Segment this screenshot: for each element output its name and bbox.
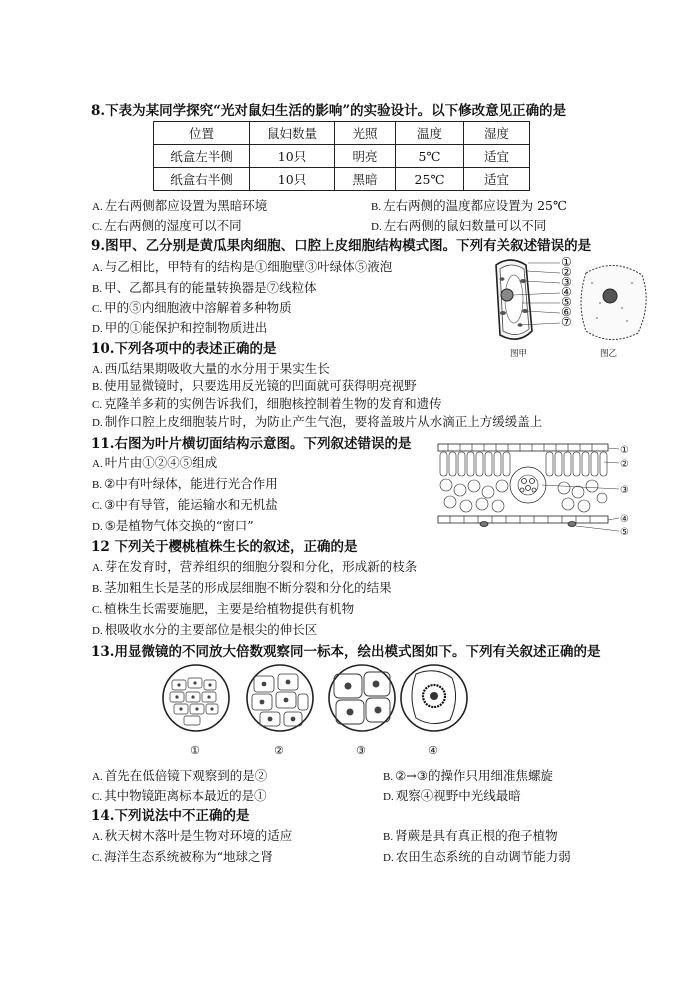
option-key: B. [92,479,103,491]
option-text: 植株生长需要施肥，主要是给植物提供有机物 [104,601,355,616]
cell-label-2: ② [561,265,572,279]
microscope-view-2 [247,665,313,731]
option-text: 甲的①能保护和控制物质进出 [104,320,268,335]
option-key: A. [92,458,103,470]
option-text: 制作口腔上皮细胞装片时，为防止产生气泡，要将盖玻片从水滴正上方缓缓盖上 [104,414,543,429]
option-key: B. [383,771,394,783]
microscope-view-4 [401,665,467,731]
table-header-cell: 湿度 [464,122,530,145]
table-cell: 5℃ [396,145,464,168]
option-text: ②→③的操作只用细准焦螺旋 [395,768,553,783]
question-13-stem: 13.用显微镜的不同放大倍数观察同一标本，绘出模式图如下。下列有关叙述正确的是 [91,644,601,660]
cell-label-1: ① [561,255,572,269]
option-10c [92,394,442,412]
option-9c [92,298,292,316]
option-key: D. [92,323,103,335]
option-8c [92,216,242,234]
option-text: ③中有导管，能运输水和无机盐 [104,497,278,512]
option-text: 农田生态系统的自动调节能力弱 [395,849,571,864]
view-label-1: ① [190,744,200,757]
option-11d [92,516,254,534]
view-label-4: ④ [428,744,438,757]
table-cell: 黑暗 [335,168,396,191]
animal-cell-diagram [581,265,646,339]
option-key: C. [92,399,103,411]
table-row [154,145,530,168]
option-text: 与乙相比，甲特有的结构是①细胞壁③叶绿体⑤液泡 [104,259,393,274]
option-14d [383,847,571,865]
table-cell: 适宜 [464,168,530,191]
cell-label-7: ⑦ [561,315,572,329]
leaf-label-3: ③ [620,485,629,496]
option-key: B. [92,583,103,595]
option-key: C. [92,500,103,512]
option-9a [92,257,392,275]
cell-label-6: ⑥ [561,305,572,319]
option-text: 首先在低倍镜下观察到的是② [104,768,268,783]
option-key: C. [92,852,103,864]
question-14-stem: 14.下列说法中不正确的是 [91,808,250,824]
question-12-stem: 12 下列关于樱桃植株生长的叙述，正确的是 [91,539,358,555]
table-header-cell: 鼠妇数量 [250,122,335,145]
option-key: B. [371,201,382,213]
option-text: 秋天树木落叶是生物对环境的适应 [104,828,293,843]
microscope-view-3 [329,665,395,731]
option-14c [92,847,273,865]
option-key: D. [383,791,394,803]
microscope-view-1 [163,665,229,731]
option-key: B. [92,381,103,393]
option-9b [92,278,317,296]
option-text: ②中有叶绿体，能进行光合作用 [104,476,278,491]
option-text: 茎加粗生长是茎的形成层细胞不断分裂和分化的结果 [104,580,392,595]
option-text: 左右两侧的鼠妇数量可以不同 [383,218,547,233]
option-8d [371,216,546,234]
table-cell: 10只 [250,168,335,191]
leaf-label-1: ① [620,445,629,456]
table-cell: 纸盒右半侧 [154,168,250,191]
option-key: D. [92,417,103,429]
leaf-label-2: ② [620,459,629,470]
option-13b [383,766,553,784]
table-header-cell: 光照 [335,122,396,145]
question-10-stem: 10.下列各项中的表述正确的是 [91,341,277,357]
question-8-stem: 8.下表为某同学探究“光对鼠妇生活的影响”的实验设计。以下修改意见正确的是 [91,103,567,119]
option-text: 左右两侧的湿度可以不同 [104,218,242,233]
table-cell: 明亮 [335,145,396,168]
option-13c [92,786,267,804]
option-text: 根吸收水分的主要部位是根尖的伸长区 [104,622,318,637]
option-11b [92,474,278,492]
table-cell: 10只 [250,145,335,168]
cell-structure-figure [482,253,652,363]
option-12a [92,557,417,575]
option-key: A. [92,262,103,274]
cell-label-4: ④ [561,285,572,299]
option-key: D. [92,521,103,533]
option-8a [92,196,267,214]
view-label-2: ② [274,744,284,757]
option-key: A. [92,831,103,843]
option-key: C. [92,221,103,233]
table-cell: 适宜 [464,145,530,168]
option-10a [92,359,330,377]
option-text: 甲的⑤内细胞液中溶解着多种物质 [104,300,292,315]
option-key: A. [92,771,103,783]
option-key: D. [371,221,382,233]
option-text: 甲、乙都具有的能量转换器是⑦线粒体 [104,280,317,295]
option-key: C. [92,791,103,803]
table-header-cell: 温度 [396,122,464,145]
option-key: C. [92,604,103,616]
caption-figure-a: 图甲 [510,349,528,359]
experiment-table [153,121,530,191]
cell-label-3: ③ [561,275,572,289]
leaf-cross-section-figure [436,440,636,540]
option-text: 叶片由①②④⑤组成 [104,455,218,470]
option-text: 观察④视野中光线最暗 [395,788,521,803]
option-14b [383,826,558,844]
option-12b [92,578,392,596]
plant-cell-diagram [496,260,532,339]
table-header-cell: 位置 [154,122,250,145]
option-key: D. [383,852,394,864]
table-cell: 纸盒左半侧 [154,145,250,168]
option-text: 芽在发育时，营养组织的细胞分裂和分化，形成新的枝条 [104,559,418,574]
option-8b [371,196,567,214]
cell-label-5: ⑤ [561,295,572,309]
option-11a [92,453,217,471]
option-12c [92,599,354,617]
option-text: 西瓜结果期吸收大量的水分用于果实生长 [104,361,330,376]
option-text: 左右两侧都应设置为黑暗环境 [104,198,268,213]
option-text: 肾蕨是具有真正根的孢子植物 [395,828,558,843]
option-13d [383,786,521,804]
option-text: 海洋生态系统被称为“地球之肾 [104,849,273,864]
option-key: A. [92,562,103,574]
option-key: D. [92,625,103,637]
microscope-views-figure [158,662,468,758]
option-text: 其中物镜距离标本最近的是① [104,788,267,803]
option-9d [92,318,267,336]
table-header-row [154,122,530,145]
leaf-label-4: ④ [620,514,629,525]
option-text: 使用显微镜时，只要选用反光镜的凹面就可获得明亮视野 [104,378,417,393]
option-text: ⑤是植物气体交换的“窗口” [104,518,254,533]
option-key: A. [92,201,103,213]
view-label-3: ③ [356,744,366,757]
leaf-label-5: ⑤ [620,527,629,538]
option-key: C. [92,303,103,315]
option-text: 左右两侧的温度都应设置为 25℃ [383,198,567,213]
option-text: 克隆羊多莉的实例告诉我们，细胞核控制着生物的发育和遗传 [104,396,442,411]
option-key: A. [92,364,103,376]
option-11c [92,495,278,513]
option-key: B. [92,283,103,295]
option-key: B. [383,831,394,843]
table-row [154,168,530,191]
caption-figure-b: 图乙 [600,349,618,359]
table-cell: 25℃ [396,168,464,191]
option-13a [92,766,267,784]
option-12d [92,620,317,638]
question-9-stem: 9.图甲、乙分别是黄瓜果肉细胞、口腔上皮细胞结构模式图。下列有关叙述错误的是 [91,238,592,254]
option-14a [92,826,292,844]
option-10d [92,412,542,430]
question-11-stem: 11.右图为叶片横切面结构示意图。下列叙述错误的是 [91,436,412,452]
option-10b [92,376,417,394]
